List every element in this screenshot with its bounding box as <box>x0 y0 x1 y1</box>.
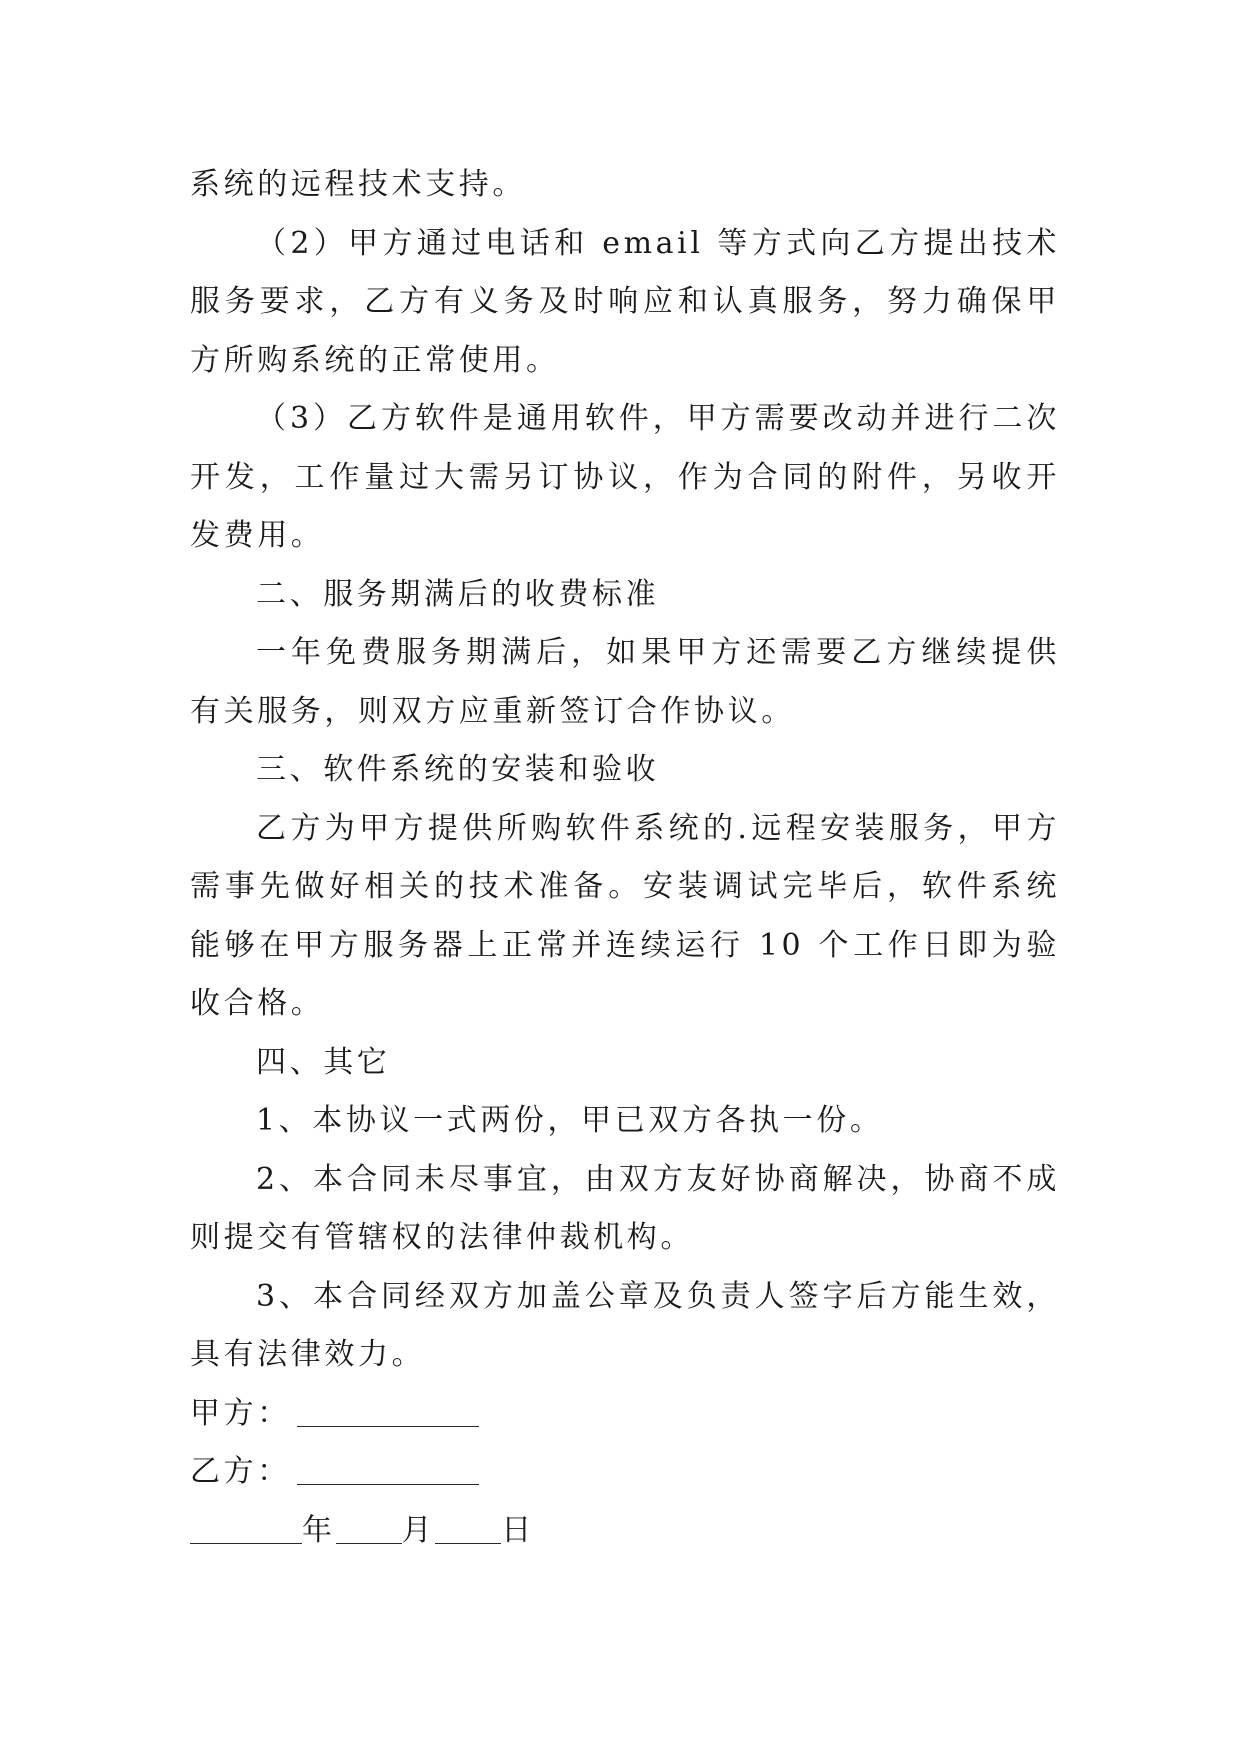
day-blank[interactable] <box>435 1513 501 1544</box>
month-label: 月 <box>401 1512 436 1548</box>
section-heading-3: 三、软件系统的安装和验收 <box>256 752 660 787</box>
party-a-blank[interactable] <box>297 1396 479 1427</box>
party-b-signature-line <box>190 1443 1060 1502</box>
year-label: 年 <box>302 1512 336 1548</box>
party-a-label: 甲方： <box>190 1395 291 1431</box>
section-heading-4: 四、其它 <box>256 1044 391 1080</box>
paragraph-remote-support-end: 系统的远程技术支持。 <box>190 167 526 202</box>
party-b-blank[interactable] <box>297 1454 479 1485</box>
paragraph-item-2: （2）甲方通过电话和 email 等方式向乙方提出技术服务要求，乙方有义务及时响应和认真服务，努力确保甲方所购系统的正常使用。 <box>190 225 1060 378</box>
paragraph-item-3: （3）乙方软件是通用软件，甲方需要改动并进行二次开发，工作量过大需另订协议，作为合同的附件，另收开发费用。 <box>190 401 1060 553</box>
clause-3: 3、本合同经双方加盖公章及负责人签字后方能生效，具有法律效力。 <box>190 1278 1060 1372</box>
clause-2: 2、本合同未尽事宜，由双方友好协商解决，协商不成则提交有管辖权的法律仲裁机构。 <box>190 1161 1060 1255</box>
party-a-signature-line <box>190 1385 1060 1444</box>
clause-1: 1、本协议一式两份，甲已双方各执一份。 <box>256 1103 884 1138</box>
contract-body <box>190 156 1060 1560</box>
month-blank[interactable] <box>336 1513 402 1544</box>
day-label: 日 <box>501 1512 535 1548</box>
party-b-label: 乙方： <box>190 1454 291 1489</box>
section-heading-2: 二、服务期满后的收费标准 <box>256 576 660 612</box>
date-line <box>190 1502 1060 1561</box>
year-blank[interactable] <box>190 1513 302 1544</box>
paragraph-install-acceptance: 乙方为甲方提供所购软件系统的.远程安装服务，甲方需事先做好相关的技术准备。安装调试完毕后，软件系统能够在甲方服务器上正常并连续运行 10 个工作日即为验收合格。 <box>190 810 1060 1021</box>
paragraph-fee-standard: 一年免费服务期满后，如果甲方还需要乙方继续提供有关服务，则双方应重新签订合作协议。 <box>190 635 1060 729</box>
